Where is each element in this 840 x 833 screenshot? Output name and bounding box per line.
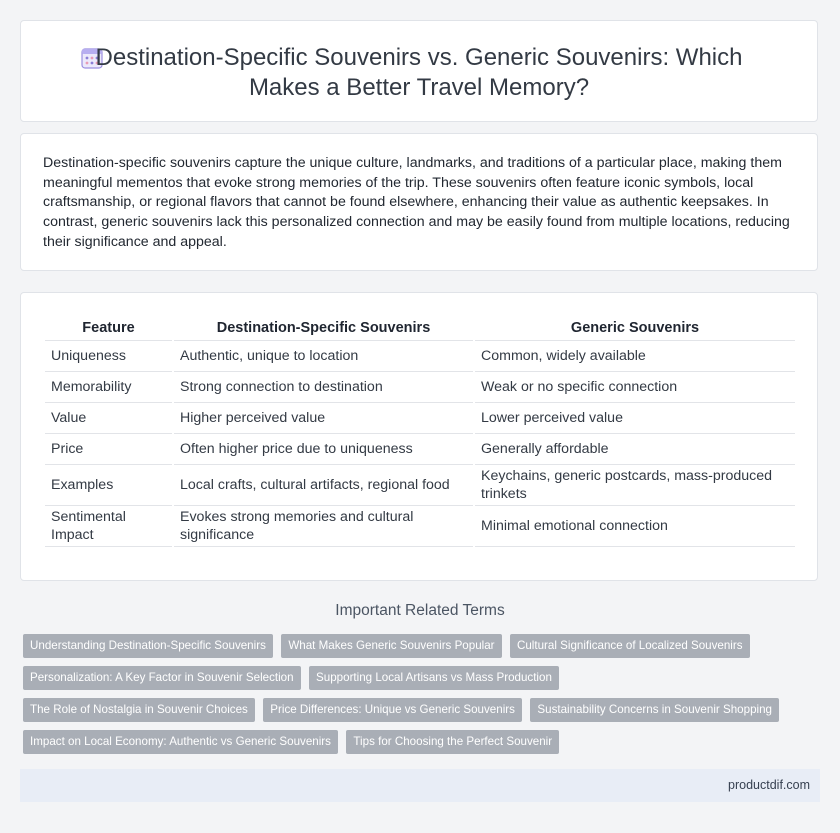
intro-card xyxy=(20,133,818,271)
table-cell: Authentic, unique to location xyxy=(174,341,473,372)
tag-row xyxy=(23,730,803,762)
table-row xyxy=(45,506,795,547)
table-cell: Common, widely available xyxy=(475,341,795,372)
related-term-tag[interactable]: Cultural Significance of Localized Souvenirs xyxy=(510,634,750,658)
title-card xyxy=(20,20,818,122)
table-cell: Higher perceived value xyxy=(174,403,473,434)
table-cell: Local crafts, cultural artifacts, regional food xyxy=(174,465,473,506)
table-row xyxy=(45,372,795,403)
table-row xyxy=(45,403,795,434)
related-terms-heading: Important Related Terms xyxy=(335,602,505,619)
table-row xyxy=(45,465,795,506)
table-cell: Evokes strong memories and cultural significance xyxy=(174,506,473,547)
table-cell: Generally affordable xyxy=(475,434,795,465)
table-cell: Often higher price due to uniqueness xyxy=(174,434,473,465)
tag-row xyxy=(23,666,803,698)
table-cell: Weak or no specific connection xyxy=(475,372,795,403)
footer xyxy=(20,769,820,802)
tag-row xyxy=(23,698,803,730)
header-generic: Generic Souvenirs xyxy=(475,316,795,341)
page-title xyxy=(21,43,817,103)
table-cell: Value xyxy=(45,403,172,434)
related-term-tag[interactable]: What Makes Generic Souvenirs Popular xyxy=(281,634,501,658)
related-term-tag[interactable]: Tips for Choosing the Perfect Souvenir xyxy=(346,730,559,754)
table-cell: Minimal emotional connection xyxy=(475,506,795,547)
related-term-tag[interactable]: Understanding Destination-Specific Souvenirs xyxy=(23,634,273,658)
page-title-line-1: Destination-Specific Souvenirs vs. Generic Souvenirs: Which xyxy=(95,44,743,71)
table-cell: Lower perceived value xyxy=(475,403,795,434)
comparison-table xyxy=(43,316,797,547)
table-cell: Keychains, generic postcards, mass-produced trinkets xyxy=(475,465,795,506)
related-term-tag[interactable]: Price Differences: Unique vs Generic Souvenirs xyxy=(263,698,522,722)
footer-site-link[interactable]: productdif.com xyxy=(728,778,810,792)
related-term-tag[interactable]: Impact on Local Economy: Authentic vs Generic Souvenirs xyxy=(23,730,338,754)
table-cell: Strong connection to destination xyxy=(174,372,473,403)
related-term-tag[interactable]: The Role of Nostalgia in Souvenir Choices xyxy=(23,698,255,722)
table-cell: Examples xyxy=(45,465,172,506)
header-feature: Feature xyxy=(45,316,172,341)
table-row xyxy=(45,434,795,465)
related-term-tag[interactable]: Supporting Local Artisans vs Mass Production xyxy=(309,666,559,690)
related-term-tag[interactable]: Sustainability Concerns in Souvenir Shopping xyxy=(530,698,779,722)
related-terms-list xyxy=(23,634,803,762)
intro-paragraph: Destination-specific souvenirs capture the unique culture, landmarks, and traditions of a particular place, making them meaningful mementos that evoke strong memories of the trip. These souvenirs often feature iconic symbols, local craftsmanship, or regional flavors that cannot be found elsewhere, enhancing their value as authentic keepsakes. In contrast, generic souvenirs lack this personalized connection and may be easily found from multiple locations, reducing their significance and appeal. xyxy=(43,155,790,250)
page-title-line-2: Makes a Better Travel Memory? xyxy=(248,74,590,101)
table-cell: Memorability xyxy=(45,372,172,403)
comparison-card xyxy=(20,292,818,581)
table-cell: Price xyxy=(45,434,172,465)
table-header-row xyxy=(45,316,795,341)
tag-row xyxy=(23,634,803,666)
table-cell: Sentimental Impact xyxy=(45,506,172,547)
related-term-tag[interactable]: Personalization: A Key Factor in Souvenir Selection xyxy=(23,666,301,690)
table-cell: Uniqueness xyxy=(45,341,172,372)
header-destination-specific: Destination-Specific Souvenirs xyxy=(174,316,473,341)
table-row xyxy=(45,341,795,372)
